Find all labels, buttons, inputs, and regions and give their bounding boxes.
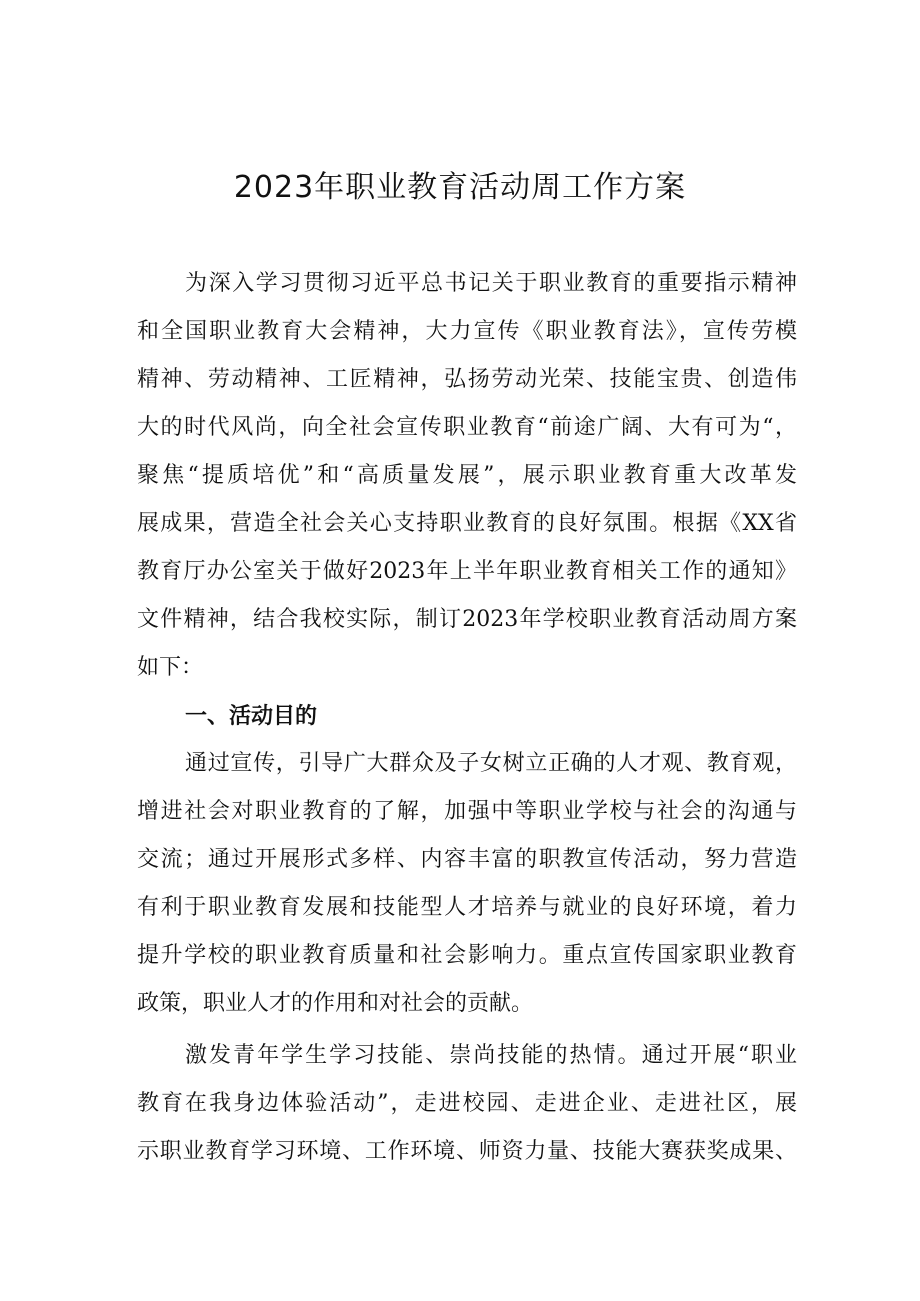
paragraph-line: 增进社会对职业教育的了解，加强中等职业学校与社会的沟通与 — [137, 799, 797, 824]
paragraph-line: 政策，职业人才的作用和对社会的贡献。 — [137, 991, 534, 1016]
paragraph-line: 提升学校的职业教育质量和社会影响力。重点宣传国家职业教育 — [137, 943, 797, 968]
paragraph-line: 激发青年学生学习技能、崇尚技能的热情。通过开展“职业 — [185, 1043, 797, 1068]
intro-line: 教育厅办公室关于做好2023年上半年职业教育相关工作的通知》 — [137, 559, 797, 584]
paragraph-line: 通过宣传，引导广大群众及子女树立正确的人才观、教育观， — [185, 751, 797, 776]
intro-line: 如下： — [137, 655, 204, 680]
intro-line: 为深入学习贯彻习近平总书记关于职业教育的重要指示精神 — [185, 271, 797, 296]
paragraph-line: 示职业教育学习环境、工作环境、师资力量、技能大赛获奖成果、 — [137, 1139, 797, 1164]
intro-line: 展成果，营造全社会关心支持职业教育的良好氛围。根据《XX省 — [137, 511, 797, 536]
document-title: 2023年职业教育活动周工作方案 — [233, 170, 687, 205]
section-heading: 一、活动目的 — [185, 704, 318, 729]
paragraph-line: 教育在我身边体验活动”，走进校园、走进企业、走进社区，展 — [137, 1091, 797, 1116]
intro-line: 聚焦“提质培优”和“高质量发展”，展示职业教育重大改革发 — [137, 463, 797, 488]
paragraph-line: 交流；通过开展形式多样、内容丰富的职教宣传活动，努力营造 — [137, 847, 797, 872]
intro-line: 文件精神，结合我校实际，制订2023年学校职业教育活动周方案 — [137, 607, 797, 632]
intro-line: 精神、劳动精神、工匠精神，弘扬劳动光荣、技能宝贵、创造伟 — [137, 367, 797, 392]
intro-line: 和全国职业教育大会精神，大力宣传《职业教育法》，宣传劳模 — [137, 319, 797, 344]
intro-line: 大的时代风尚，向全社会宣传职业教育“前途广阔、大有可为“， — [137, 415, 797, 440]
paragraph-line: 有利于职业教育发展和技能型人才培养与就业的良好环境，着力 — [137, 895, 797, 920]
